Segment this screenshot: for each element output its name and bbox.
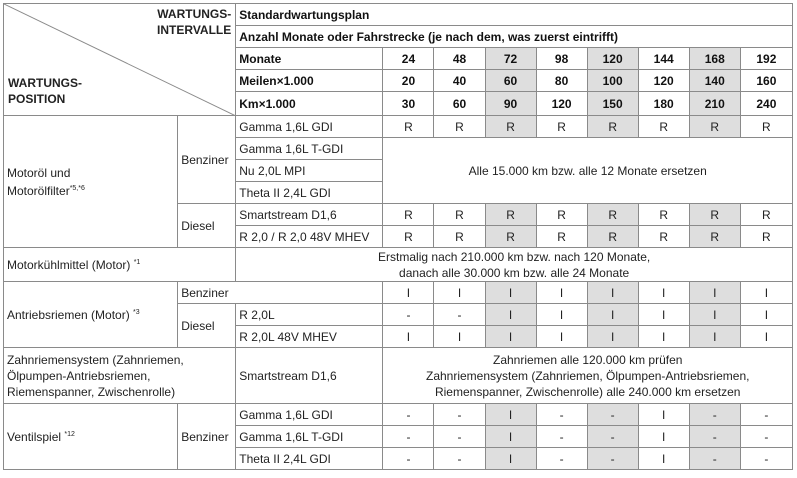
schedule-cell: - <box>434 304 485 326</box>
schedule-cell: I <box>638 282 689 304</box>
schedule-cell: - <box>434 404 485 426</box>
schedule-cell: I <box>689 326 740 348</box>
schedule-cell: R <box>689 204 740 226</box>
coolant-label-cell: Motorkühlmittel (Motor) $^{*1}$ <box>4 248 236 282</box>
engine-name: Smartstream D1,6 <box>236 204 383 226</box>
belt-label-cell: Antriebsriemen (Motor) $^{*3}$ <box>4 282 178 348</box>
timing-label-cell: Zahnriemensystem (Zahnriemen, Ölpumpen-Antriebsriemen, Riemenspanner, Zwischenrolle) <box>4 348 236 404</box>
schedule-cell: I <box>740 282 792 304</box>
engine-name: Gamma 1,6L T-GDI <box>236 426 383 448</box>
interval-label: WARTUNGS- INTERVALLE <box>157 7 232 37</box>
schedule-cell: I <box>740 304 792 326</box>
schedule-cell: R <box>383 204 434 226</box>
schedule-cell: - <box>383 304 434 326</box>
schedule-cell: I <box>587 326 638 348</box>
schedule-cell: R <box>383 226 434 248</box>
schedule-cell: I <box>434 326 485 348</box>
table-row <box>4 116 793 138</box>
header-value: 160 <box>740 70 792 92</box>
header-value: 240 <box>740 92 792 116</box>
schedule-cell: I <box>485 426 536 448</box>
schedule-cell: R <box>434 204 485 226</box>
maintenance-table <box>3 3 793 470</box>
schedule-cell: - <box>587 448 638 470</box>
schedule-cell: R <box>485 226 536 248</box>
schedule-cell: - <box>383 404 434 426</box>
belt-petrol-label: Benziner <box>178 282 383 304</box>
engine-name: R 2,0 / R 2,0 48V MHEV <box>236 226 383 248</box>
schedule-cell: I <box>536 304 587 326</box>
engine-name: Theta II 2,4L GDI <box>236 182 383 204</box>
schedule-cell: R <box>485 116 536 138</box>
header-value: 210 <box>689 92 740 116</box>
coolant-text: Erstmalig nach 210.000 km bzw. nach 120 Monate, danach alle 30.000 km bzw. alle 24 Monate <box>236 248 793 282</box>
header-value: 192 <box>740 48 792 70</box>
header-value: 60 <box>434 92 485 116</box>
schedule-cell: - <box>434 426 485 448</box>
schedule-cell: R <box>740 226 792 248</box>
schedule-cell: I <box>536 282 587 304</box>
schedule-cell: I <box>638 426 689 448</box>
header-value: 98 <box>536 48 587 70</box>
schedule-cell: R <box>689 116 740 138</box>
header-value: 48 <box>434 48 485 70</box>
schedule-cell: - <box>383 426 434 448</box>
belt-diesel-label: Diesel <box>178 304 236 348</box>
header-value: 168 <box>689 48 740 70</box>
schedule-cell: - <box>536 448 587 470</box>
header-value: 20 <box>383 70 434 92</box>
header-corner-cell <box>4 4 236 116</box>
schedule-cell: R <box>485 204 536 226</box>
schedule-cell: - <box>587 426 638 448</box>
km-label: Km×1.000 <box>236 92 383 116</box>
schedule-cell: I <box>689 282 740 304</box>
schedule-cell: I <box>383 282 434 304</box>
engine-name: Gamma 1,6L GDI <box>236 404 383 426</box>
miles-label: Meilen×1.000 <box>236 70 383 92</box>
header-value: 72 <box>485 48 536 70</box>
schedule-cell: R <box>587 116 638 138</box>
schedule-cell: R <box>383 116 434 138</box>
schedule-cell: R <box>689 226 740 248</box>
header-value: 180 <box>638 92 689 116</box>
schedule-cell: I <box>485 448 536 470</box>
header-value: 60 <box>485 70 536 92</box>
header-value: 24 <box>383 48 434 70</box>
table-row <box>4 248 793 282</box>
engine-name: Gamma 1,6L GDI <box>236 116 383 138</box>
plan-title: Standardwartungsplan <box>236 4 793 26</box>
months-label: Monate <box>236 48 383 70</box>
schedule-cell: I <box>485 282 536 304</box>
schedule-cell: I <box>638 404 689 426</box>
oil-label-cell: Motoröl und Motorölfilter$^{*5,*6}$ <box>4 116 178 248</box>
schedule-cell: - <box>587 404 638 426</box>
header-value: 144 <box>638 48 689 70</box>
plan-subtitle: Anzahl Monate oder Fahrstrecke (je nach dem, was zuerst eintrifft) <box>236 26 793 48</box>
schedule-cell: I <box>485 326 536 348</box>
schedule-cell: I <box>485 404 536 426</box>
header-value: 100 <box>587 70 638 92</box>
engine-name: R 2,0L <box>236 304 383 326</box>
header-value: 150 <box>587 92 638 116</box>
table-row <box>4 404 793 426</box>
schedule-cell: R <box>434 226 485 248</box>
schedule-cell: R <box>638 116 689 138</box>
engine-name: Gamma 1,6L T-GDI <box>236 138 383 160</box>
header-value: 80 <box>536 70 587 92</box>
header-value: 90 <box>485 92 536 116</box>
schedule-cell: R <box>638 204 689 226</box>
header-value: 140 <box>689 70 740 92</box>
schedule-cell: - <box>689 404 740 426</box>
schedule-cell: R <box>587 204 638 226</box>
header-value: 120 <box>587 48 638 70</box>
header-value: 40 <box>434 70 485 92</box>
oil-merged-text: Alle 15.000 km bzw. alle 12 Monate ersetzen <box>383 138 793 204</box>
schedule-cell: - <box>689 426 740 448</box>
table-row <box>4 348 793 404</box>
schedule-cell: - <box>536 404 587 426</box>
engine-name: Nu 2,0L MPI <box>236 160 383 182</box>
header-value: 30 <box>383 92 434 116</box>
valve-petrol-label: Benziner <box>178 404 236 470</box>
schedule-cell: R <box>536 116 587 138</box>
valve-label-cell: Ventilspiel $^{*12}$ <box>4 404 178 470</box>
schedule-cell: I <box>536 326 587 348</box>
schedule-cell: - <box>383 448 434 470</box>
schedule-cell: I <box>740 326 792 348</box>
schedule-cell: I <box>689 304 740 326</box>
header-value: 120 <box>638 70 689 92</box>
schedule-cell: R <box>536 226 587 248</box>
schedule-cell: - <box>434 448 485 470</box>
schedule-cell: - <box>740 404 792 426</box>
oil-diesel-label: Diesel <box>178 204 236 248</box>
schedule-cell: - <box>689 448 740 470</box>
timing-text: Zahnriemen alle 120.000 km prüfen Zahnriemensystem (Zahnriemen, Ölpumpen-Antriebsriemen, Riemenspanner, Zwischenrolle) alle 240.000 km ersetzen <box>383 348 793 404</box>
engine-name: R 2,0L 48V MHEV <box>236 326 383 348</box>
schedule-cell: I <box>638 326 689 348</box>
schedule-cell: I <box>638 448 689 470</box>
schedule-cell: I <box>383 326 434 348</box>
schedule-cell: I <box>485 304 536 326</box>
engine-name: Smartstream D1,6 <box>236 348 383 404</box>
table-row <box>4 282 793 304</box>
schedule-cell: I <box>434 282 485 304</box>
schedule-cell: R <box>740 204 792 226</box>
schedule-cell: R <box>536 204 587 226</box>
schedule-cell: I <box>587 282 638 304</box>
schedule-cell: R <box>638 226 689 248</box>
oil-petrol-label: Benziner <box>178 116 236 204</box>
schedule-cell: R <box>434 116 485 138</box>
schedule-cell: I <box>638 304 689 326</box>
engine-name: Theta II 2,4L GDI <box>236 448 383 470</box>
schedule-cell: - <box>740 448 792 470</box>
schedule-cell: R <box>587 226 638 248</box>
header-value: 120 <box>536 92 587 116</box>
schedule-cell: I <box>587 304 638 326</box>
schedule-cell: R <box>740 116 792 138</box>
position-label: WARTUNGS- POSITION <box>8 76 82 106</box>
schedule-cell: - <box>536 426 587 448</box>
schedule-cell: - <box>740 426 792 448</box>
